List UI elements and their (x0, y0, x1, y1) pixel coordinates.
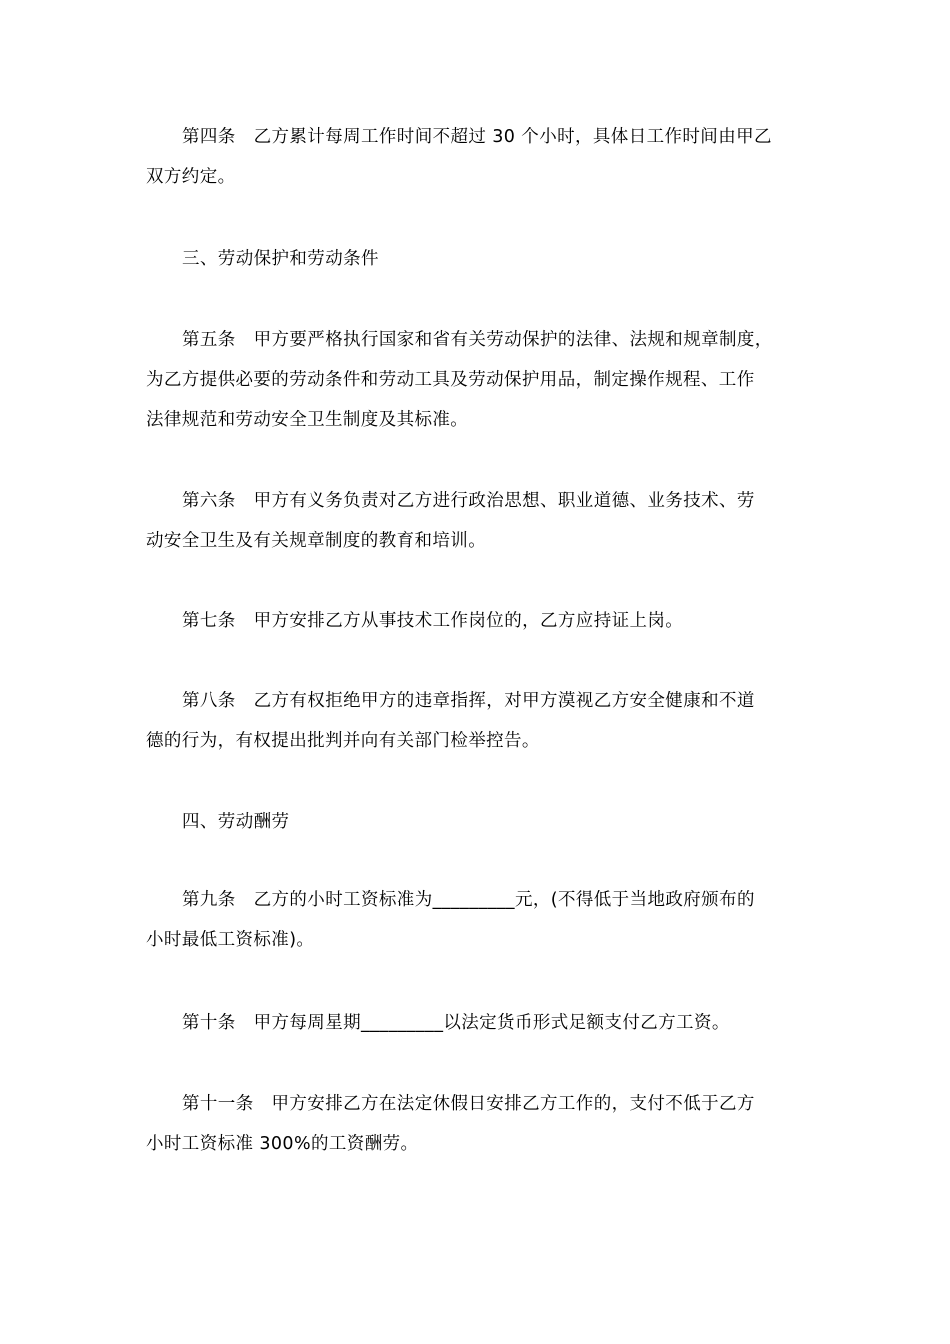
paragraph-line: 第七条 甲方安排乙方从事技术工作岗位的，乙方应持证上岗。 (182, 611, 684, 631)
paragraph-line: 第四条 乙方累计每周工作时间不超过 30 个小时，具体日工作时间由甲乙 (182, 127, 772, 147)
paragraph-line: 小时最低工资标准)。 (146, 930, 315, 950)
article-8-paragraph (146, 681, 806, 761)
article-7-paragraph (146, 601, 806, 641)
paragraph-line: 第五条 甲方要严格执行国家和省有关劳动保护的法律、法规和规章制度， (182, 330, 773, 350)
paragraph-line: 法律规范和劳动安全卫生制度及其标准。 (146, 410, 469, 430)
article-10-paragraph (146, 1003, 806, 1043)
article-9-paragraph (146, 880, 806, 960)
article-11-paragraph (146, 1084, 806, 1164)
paragraph-line: 德的行为，有权提出批判并向有关部门检举控告。 (146, 731, 540, 751)
paragraph-line: 第八条 乙方有权拒绝甲方的违章指挥，对甲方漠视乙方安全健康和不道 (182, 691, 755, 711)
article-5-paragraph (146, 320, 806, 440)
section-heading-labor-protection (146, 239, 806, 279)
paragraph-line: 为乙方提供必要的劳动条件和劳动工具及劳动保护用品，制定操作规程、工作 (146, 370, 755, 390)
paragraph-line: 双方约定。 (146, 167, 236, 187)
article-6-paragraph (146, 481, 806, 561)
paragraph-line: 第十条 甲方每周星期_________以法定货币形式足额支付乙方工资。 (182, 1013, 730, 1033)
section-heading-labor-pay (146, 802, 806, 842)
article-4-paragraph (146, 117, 806, 197)
section-heading: 三、劳动保护和劳动条件 (182, 249, 379, 269)
paragraph-line: 动安全卫生及有关规章制度的教育和培训。 (146, 531, 487, 551)
paragraph-line: 第九条 乙方的小时工资标准为_________元，(不得低于当地政府颁布的 (182, 890, 755, 910)
section-heading: 四、劳动酬劳 (182, 812, 290, 832)
paragraph-line: 第六条 甲方有义务负责对乙方进行政治思想、职业道德、业务技术、劳 (182, 491, 755, 511)
paragraph-line: 小时工资标准 300%的工资酬劳。 (146, 1134, 419, 1154)
paragraph-line: 第十一条 甲方安排乙方在法定休假日安排乙方工作的，支付不低于乙方 (182, 1094, 755, 1114)
